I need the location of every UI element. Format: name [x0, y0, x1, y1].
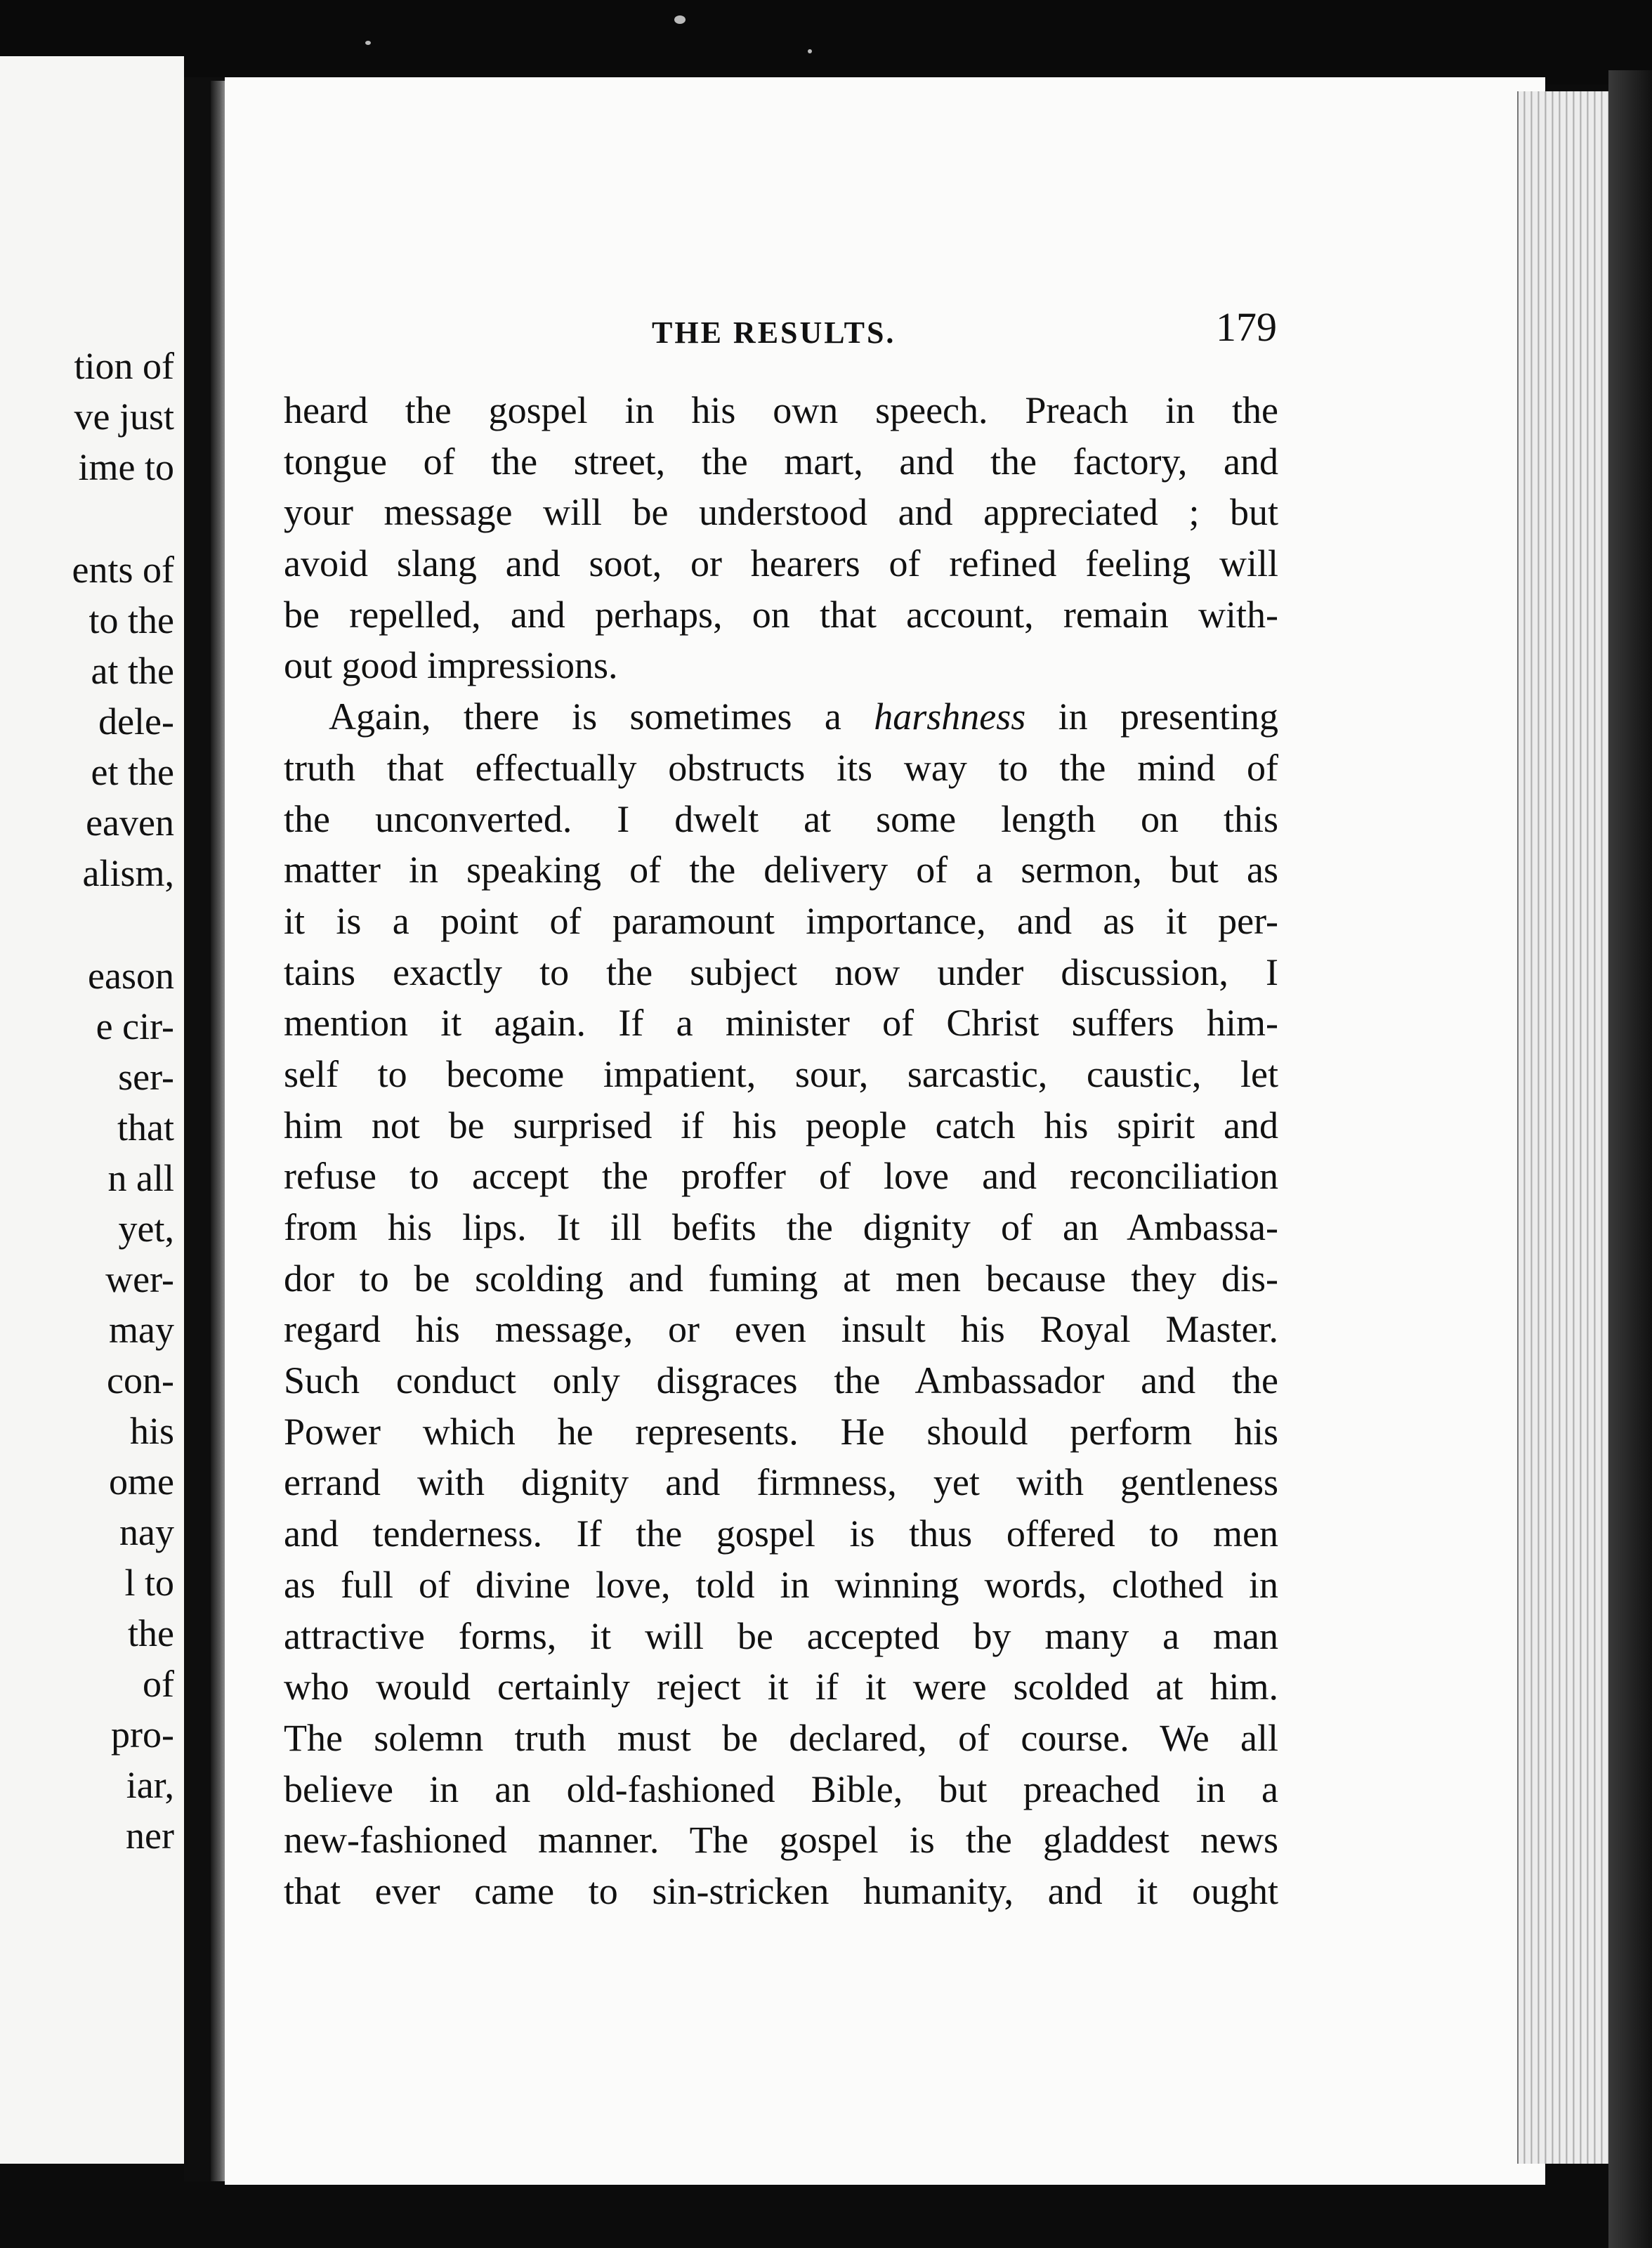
left-page-line: n all — [107, 1157, 174, 1199]
running-head: THE RESULTS. — [652, 315, 896, 350]
left-page-line: at the — [91, 650, 174, 692]
scan-speck — [674, 15, 686, 24]
text-line: regard his message, or even insult his Royal Master. — [284, 1308, 1278, 1351]
left-page-line: may — [109, 1309, 174, 1351]
left-page-line: nay — [119, 1511, 174, 1553]
page-header — [281, 303, 1277, 353]
text-line: matter in speaking of the delivery of a sermon, but as — [284, 849, 1278, 891]
text-line: new-fashioned manner. The gospel is the gladdest news — [284, 1819, 1278, 1862]
text-run: in presenting — [1025, 695, 1278, 738]
scan-speck — [808, 49, 812, 53]
left-page-line: e cir- — [96, 1005, 174, 1047]
left-page-line: alism, — [82, 852, 174, 894]
scan-right-border — [1608, 70, 1652, 2248]
left-page-line: eaven — [86, 802, 174, 844]
text-line: Power which he represents. He should perform his — [284, 1410, 1278, 1453]
text-line: the unconverted. I dwelt at some length on this — [284, 797, 1278, 840]
text-line: and tenderness. If the gospel is thus offered to men — [284, 1512, 1278, 1555]
left-page-line: to the — [88, 599, 174, 641]
left-page-line: con- — [107, 1359, 174, 1401]
left-page-line: ser- — [118, 1056, 174, 1098]
left-page-line: ner — [126, 1815, 174, 1857]
text-line: your message will be understood and appreciated ; but — [284, 491, 1278, 534]
text-line: dor to be scolding and fuming at men because they dis- — [284, 1257, 1278, 1300]
text-line: avoid slang and soot, or hearers of refined feeling will — [284, 542, 1278, 585]
text-line: heard the gospel in his own speech. Preach in the — [284, 389, 1278, 431]
left-page-line: ome — [109, 1460, 174, 1503]
emphasis: harshness — [874, 695, 1026, 738]
text-line: The solemn truth must be declared, of course. We all — [284, 1716, 1278, 1759]
left-page-line: ents of — [72, 549, 174, 591]
page-stack-edge — [1517, 91, 1610, 2164]
page-number: 179 — [1216, 304, 1277, 350]
text-line: tongue of the street, the mart, and the factory, and — [284, 440, 1278, 483]
text-line: that ever came to sin-stricken humanity, and it ought — [284, 1869, 1278, 1912]
left-page-line: wer- — [105, 1258, 174, 1300]
left-page-line: dele- — [98, 700, 174, 743]
left-page-line: pro- — [111, 1713, 174, 1756]
left-page-line: the — [128, 1612, 174, 1654]
left-facing-page — [0, 56, 184, 2164]
text-line: errand with dignity and firmness, yet with gentleness — [284, 1461, 1278, 1504]
gutter-shadow — [211, 81, 226, 2181]
left-page-line: ime to — [78, 446, 174, 488]
left-page-line: of — [143, 1663, 174, 1705]
left-page-line: l to — [124, 1562, 174, 1604]
text-line: from his lips. It ill befits the dignity of an Ambassa- — [284, 1206, 1278, 1248]
text-line: tains exactly to the subject now under discussion, I — [284, 950, 1278, 993]
paragraph — [284, 691, 1278, 1917]
text-line: truth that effectually obstructs its way to the mind of — [284, 746, 1278, 789]
text-line: self to become impatient, sour, sarcastic, caustic, let — [284, 1052, 1278, 1095]
left-page-line: tion of — [74, 345, 174, 387]
scan-speck — [365, 41, 371, 45]
text-line: him not be surprised if his people catch his spirit and — [284, 1104, 1278, 1146]
text-line: it is a point of paramount importance, and as it per- — [284, 899, 1278, 942]
text-line — [284, 691, 1278, 743]
text-line: believe in an old-fashioned Bible, but preached in a — [284, 1767, 1278, 1810]
paragraph — [284, 385, 1278, 691]
text-line: attractive forms, it will be accepted by many a man — [284, 1614, 1278, 1657]
text-line: Such conduct only disgraces the Ambassador and the — [284, 1359, 1278, 1402]
left-page-line: his — [129, 1410, 174, 1452]
left-page-line: ve just — [74, 396, 174, 438]
text-line: as full of divine love, told in winning words, clothed in — [284, 1563, 1278, 1606]
text-line: who would certainly reject it if it were scolded at him. — [284, 1666, 1278, 1708]
text-line: refuse to accept the proffer of love and reconciliation — [284, 1155, 1278, 1198]
text-line: out good impressions. — [284, 644, 618, 687]
left-page-line: et the — [91, 751, 174, 793]
left-page-line: iar, — [126, 1764, 174, 1806]
left-page-line: eason — [88, 955, 174, 997]
left-page-line: yet, — [118, 1208, 174, 1250]
text-line: mention it again. If a minister of Christ suffers him- — [284, 1002, 1278, 1045]
scan-top-border — [0, 0, 1652, 84]
left-page-line: that — [117, 1106, 174, 1149]
text-run: Again, there is sometimes a — [329, 695, 874, 738]
body-text — [284, 385, 1278, 1917]
text-line: be repelled, and perhaps, on that account, remain with- — [284, 593, 1278, 636]
